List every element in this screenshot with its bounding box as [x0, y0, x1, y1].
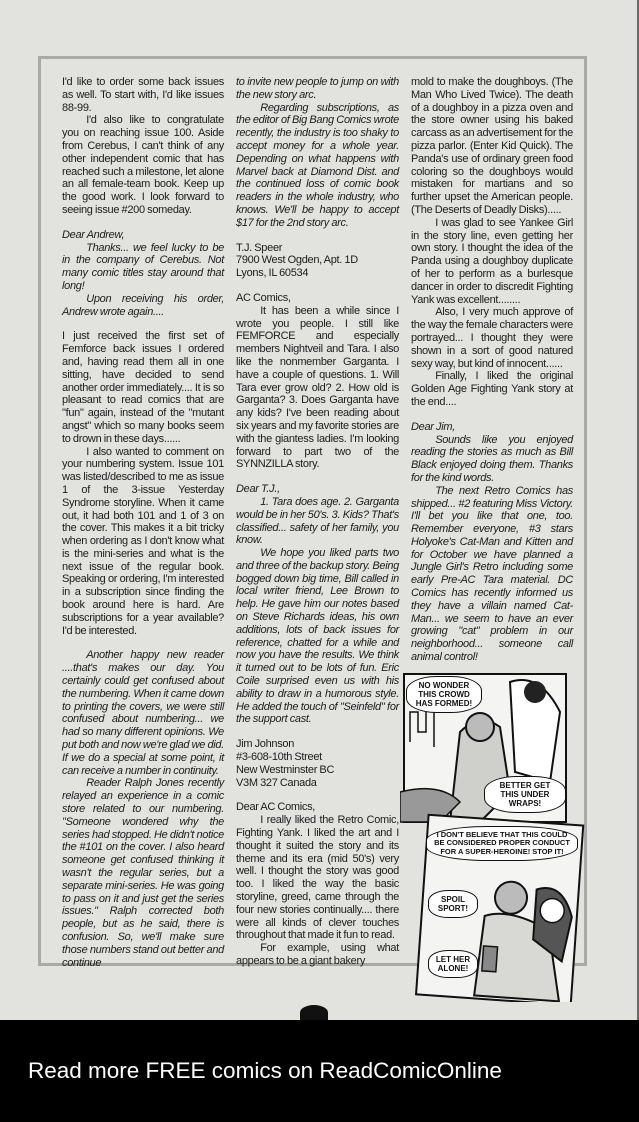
speech-bubble: SPOIL SPORT!: [428, 890, 478, 918]
letter-paragraph: V3M 327 Canada: [236, 776, 317, 789]
speech-bubble: NO WONDER THIS CROWD HAS FORMED!: [406, 676, 482, 713]
letters-column-1: [62, 76, 224, 969]
letter-paragraph: I also wanted to comment on your numbering system. Issue 101 was listed/described to me as issue 1 of the 3-issue Yesterday Syndrome storyline. When it came out, it had both 101 and 1 of 3 on the cover. This makes it a bit tricky when ordering as I don't know what is the mini-series and what is the next issue of the regular book. Speaking or ordering, I'm interested in a subscription since finding the book around here is hard. Are subscriptions for a year available? I'd be interested.: [62, 445, 224, 637]
letter-paragraph: Upon receiving his order, Andrew wrote again....: [62, 292, 224, 318]
letter-paragraph: I was glad to see Yankee Girl in the story line, even getting her own story. I thought the idea of the Panda using a doughboy duplicate of her to perform as a burlesque dancer in order to discredit Fighting Yank was excellent........: [411, 216, 573, 306]
comic-panel-illustration: [400, 672, 585, 1002]
letter-paragraph: We hope you liked parts two and three of the backup story. Being bogged down big time, Bill called in local writer friend, Lee Brown to help. He gave him our notes based on Steve Richards ideas, his own additions, lots of back issues for reference, chatted for a while and now you have the results. We think it turned out to be lots of fun. Eric Coile surprised even us with his ability to draw in a humorous style. He added the touch of "Seinfeld" for the support cast.: [236, 547, 399, 726]
letter-paragraph: Jim Johnson: [236, 738, 295, 751]
ink-blot: [300, 1005, 328, 1020]
letter-paragraph: I'd also like to congratulate you on reaching issue 100. Aside from Cerebus, I can't think of any other independent comic that has reached such a milestone, let alone an all female-team book. Keep up the good work. I look forward to seeing issue #200 someday.: [62, 114, 224, 216]
letter-paragraph: Also, I very much approve of the way the female characters were portrayed... I thought they were shown in a sort of good natured sexy way, but kind of innocent......: [411, 306, 573, 370]
promo-banner[interactable]: [0, 1020, 639, 1122]
letter-paragraph: Dear Andrew,: [62, 228, 125, 241]
letters-column-2: [236, 76, 399, 968]
speech-bubble: LET HER ALONE!: [428, 950, 478, 978]
letter-paragraph: Dear Jim,: [411, 420, 455, 433]
letter-paragraph: Regarding subscriptions, as the editor of Big Bang Comics wrote recently, the industry is too shaky to accept money for a whole year. Depending on what happens with Marvel back at Diamond Dist. and the continued loss of comic book readers in the whole industry, who knows. We'll be happy to accept $17 for the 2nd story arc.: [236, 101, 399, 229]
letters-column-3: [411, 76, 573, 1002]
letter-paragraph: T.J. Speer: [236, 241, 283, 254]
speech-bubble: BETTER GET THIS UNDER WRAPS!: [484, 776, 566, 813]
letter-paragraph: Finally, I liked the original Golden Age Fighting Yank story at the end....: [411, 370, 573, 408]
promo-banner-text[interactable]: Read more FREE comics on ReadComicOnline: [28, 1058, 502, 1083]
letter-paragraph: Thanks... we feel lucky to be in the company of Cerebus. Not many comic titles stay around that long!: [62, 241, 224, 292]
letter-paragraph: Another happy new reader ....that's makes our day. You certainly could get confused about the numbering. When it came down to printing the covers, we were still confused about numbering... we had so many different opinions. We put both and now we're glad we did. If we do a special at some point, it can receive a number in continuity.: [62, 649, 224, 777]
letter-paragraph: It has been a while since I wrote you people. I still like FEMFORCE and especially members Nightveil and Tara. I also like the nonmember Garganta. I have a couple of questions. 1. Will Tara ever grow old? 2. How old is Garganta? 3. Does Garganta have any kids? I've been reading about six years and my favorite stories are with the giantess ladies. I'm looking forward to part two of the SYNNZILLA story.: [236, 304, 399, 471]
letter-paragraph: 7900 West Ogden, Apt. 1D: [236, 254, 358, 267]
letter-paragraph: New Westminster BC: [236, 763, 335, 776]
speech-bubble: I DON'T BELIEVE THAT THIS COULD BE CONSIDERED PROPER CONDUCT FOR A SUPER-HEROINE! STOP IT!: [426, 826, 578, 862]
letter-paragraph: I really liked the Retro Comic, Fighting Yank. I liked the art and I thought it suited the story and its theme and its era (mid 50's) very well. I thought the story was good too. I liked the way the basic storyline, greed, came through the four new stories continually.... there were all kinds of clever touches throughout that made it fun to read.: [236, 814, 399, 942]
letter-paragraph: Sounds like you enjoyed reading the stories as much as Bill Black enjoyed doing them. Thanks for the kind words.: [411, 433, 573, 484]
letter-paragraph: AC Comics,: [236, 291, 291, 304]
letter-paragraph: Reader Ralph Jones recently relayed an experience in a comic store related to our numbering. "Someone wondered why the series had stopped. He didn't notice the #101 on the cover. I also heard someone get confused thinking it wasn't the regular series, but a separate mini-series. He was going to pass on it and just get the series issues." Ralph corrected both people, but as he said, there is confusion. So, we'll make sure those numbers stand out better and continue: [62, 777, 224, 969]
letter-paragraph: For example, using what appears to be a giant bakery: [236, 942, 399, 967]
letter-paragraph: I'd like to order some back issues as well. To start with, I'd like issues 88-99.: [62, 76, 224, 114]
letter-paragraph: 1. Tara does age. 2. Garganta would be in her 50's. 3. Kids? That's classified... safety of her family, you know.: [236, 495, 399, 547]
letter-paragraph: Dear T.J.,: [236, 483, 280, 496]
letter-paragraph: to invite new people to jump on with the new story arc.: [236, 76, 399, 101]
letter-paragraph: I just received the first set of Femforce back issues I ordered and, having read them all in one sitting, have decided to send another order immediately.... It is so pleasant to read comics that are "fun" again, instead of the "mutant angst" which so many books seem to drown in these days......: [62, 330, 224, 445]
letter-paragraph: mold to make the doughboys. (The Man Who Lived Twice). The death of a doughboy in a pizza oven and the store owner using his baked carcass as an advertisement for the pizza parlor. (Enter Kid Quick). The Panda's use of ordinary green food coloring so the doughboys would mistaken for martians and so further upset the American people. (The Deserts of Deadly Disks).....: [411, 76, 573, 216]
letter-paragraph: Lyons, IL 60534: [236, 267, 309, 280]
letter-paragraph: #3-608-10th Street: [236, 751, 322, 764]
letter-paragraph: The next Retro Comics has shipped... #2 featuring Miss Victory. I'll bet you like that one, too. Remember everyone, #3 stars Holyoke's Cat-Man and Kitten and for October we have planned a Jungle Girl's Retro including some early Pre-AC Tara material. DC Comics has recently informed us they have a villain named Cat-Man... we seem to have an ever growing "cat" problem in our neighborhood... someone call animal control!: [411, 484, 573, 664]
letter-paragraph: Dear AC Comics,: [236, 801, 316, 814]
